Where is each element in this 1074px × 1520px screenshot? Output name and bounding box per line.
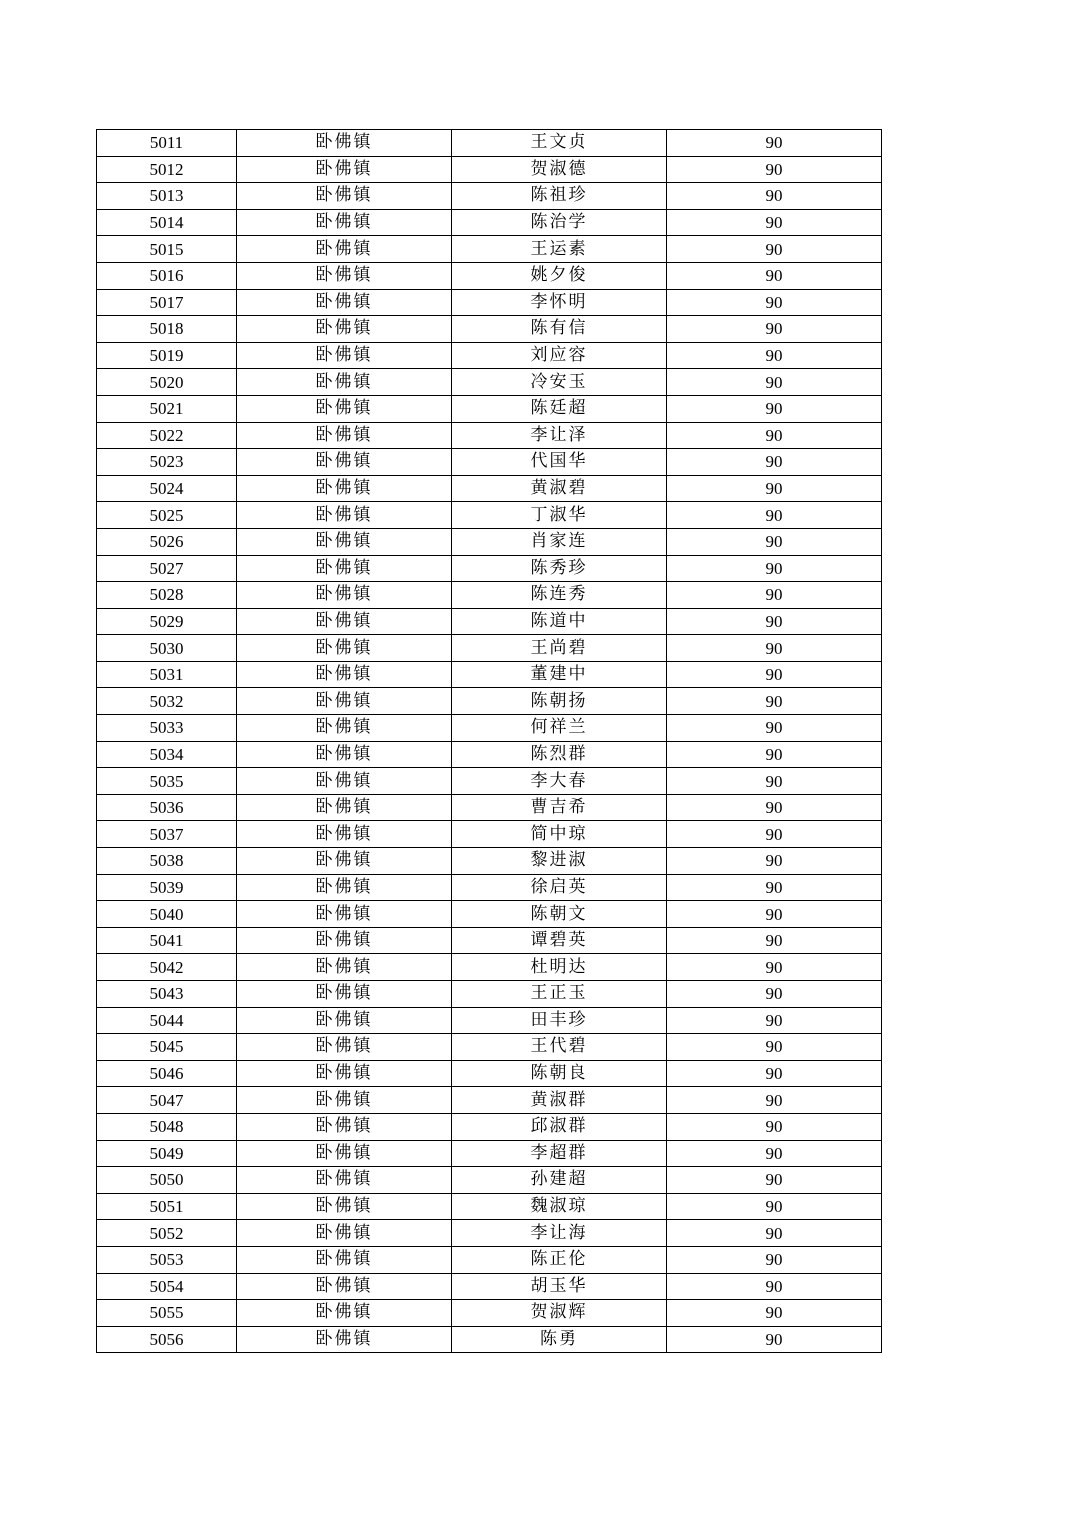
cell-name: 王运素 (452, 236, 667, 263)
cell-town: 卧佛镇 (237, 1034, 452, 1061)
cell-town: 卧佛镇 (237, 1300, 452, 1327)
table-row (97, 688, 882, 715)
table-row (97, 901, 882, 928)
table-row (97, 262, 882, 289)
table-row (97, 236, 882, 263)
cell-number: 5030 (97, 635, 237, 662)
cell-name: 王尚碧 (452, 635, 667, 662)
cell-number: 5043 (97, 981, 237, 1008)
cell-town: 卧佛镇 (237, 608, 452, 635)
table-row (97, 1167, 882, 1194)
cell-number: 5028 (97, 582, 237, 609)
cell-town: 卧佛镇 (237, 954, 452, 981)
cell-town: 卧佛镇 (237, 715, 452, 742)
cell-number: 5021 (97, 395, 237, 422)
table-row (97, 1007, 882, 1034)
cell-number: 5035 (97, 768, 237, 795)
cell-number: 5024 (97, 475, 237, 502)
cell-amount: 90 (667, 608, 882, 635)
cell-name: 陈道中 (452, 608, 667, 635)
cell-number: 5046 (97, 1060, 237, 1087)
table-row (97, 1087, 882, 1114)
cell-town: 卧佛镇 (237, 688, 452, 715)
cell-town: 卧佛镇 (237, 1060, 452, 1087)
cell-name: 曹吉希 (452, 794, 667, 821)
cell-amount: 90 (667, 741, 882, 768)
cell-amount: 90 (667, 1167, 882, 1194)
cell-number: 5040 (97, 901, 237, 928)
cell-amount: 90 (667, 1326, 882, 1353)
cell-town: 卧佛镇 (237, 1193, 452, 1220)
cell-amount: 90 (667, 1113, 882, 1140)
cell-town: 卧佛镇 (237, 821, 452, 848)
cell-name: 李让海 (452, 1220, 667, 1247)
cell-town: 卧佛镇 (237, 555, 452, 582)
cell-number: 5011 (97, 130, 237, 157)
cell-number: 5018 (97, 316, 237, 343)
cell-amount: 90 (667, 209, 882, 236)
cell-town: 卧佛镇 (237, 1326, 452, 1353)
table-row (97, 821, 882, 848)
cell-town: 卧佛镇 (237, 449, 452, 476)
cell-town: 卧佛镇 (237, 635, 452, 662)
table-row (97, 715, 882, 742)
cell-name: 董建中 (452, 661, 667, 688)
cell-town: 卧佛镇 (237, 209, 452, 236)
table-row (97, 661, 882, 688)
cell-name: 陈烈群 (452, 741, 667, 768)
cell-name: 刘应容 (452, 342, 667, 369)
cell-town: 卧佛镇 (237, 528, 452, 555)
cell-amount: 90 (667, 661, 882, 688)
cell-amount: 90 (667, 582, 882, 609)
cell-amount: 90 (667, 342, 882, 369)
cell-town: 卧佛镇 (237, 130, 452, 157)
cell-town: 卧佛镇 (237, 848, 452, 875)
cell-amount: 90 (667, 262, 882, 289)
cell-amount: 90 (667, 369, 882, 396)
table-row (97, 475, 882, 502)
cell-amount: 90 (667, 1273, 882, 1300)
cell-number: 5031 (97, 661, 237, 688)
cell-town: 卧佛镇 (237, 422, 452, 449)
cell-number: 5056 (97, 1326, 237, 1353)
table-row (97, 1060, 882, 1087)
cell-amount: 90 (667, 1246, 882, 1273)
cell-amount: 90 (667, 502, 882, 529)
cell-name: 魏淑琼 (452, 1193, 667, 1220)
cell-amount: 90 (667, 954, 882, 981)
cell-amount: 90 (667, 395, 882, 422)
cell-town: 卧佛镇 (237, 475, 452, 502)
cell-amount: 90 (667, 130, 882, 157)
table-row (97, 1113, 882, 1140)
cell-name: 王文贞 (452, 130, 667, 157)
cell-number: 5027 (97, 555, 237, 582)
cell-town: 卧佛镇 (237, 582, 452, 609)
table-row (97, 156, 882, 183)
cell-amount: 90 (667, 1087, 882, 1114)
cell-amount: 90 (667, 1193, 882, 1220)
cell-amount: 90 (667, 236, 882, 263)
data-table (96, 129, 882, 1353)
table-row (97, 1326, 882, 1353)
cell-name: 何祥兰 (452, 715, 667, 742)
cell-number: 5042 (97, 954, 237, 981)
cell-number: 5045 (97, 1034, 237, 1061)
cell-name: 贺淑辉 (452, 1300, 667, 1327)
cell-amount: 90 (667, 874, 882, 901)
cell-name: 黄淑碧 (452, 475, 667, 502)
cell-number: 5055 (97, 1300, 237, 1327)
table-row (97, 635, 882, 662)
table-row (97, 528, 882, 555)
cell-amount: 90 (667, 688, 882, 715)
table-row (97, 449, 882, 476)
cell-amount: 90 (667, 1140, 882, 1167)
cell-amount: 90 (667, 1007, 882, 1034)
cell-name: 李超群 (452, 1140, 667, 1167)
cell-town: 卧佛镇 (237, 1140, 452, 1167)
cell-amount: 90 (667, 1220, 882, 1247)
cell-name: 李让泽 (452, 422, 667, 449)
cell-number: 5052 (97, 1220, 237, 1247)
cell-name: 徐启英 (452, 874, 667, 901)
table-row (97, 874, 882, 901)
table-row (97, 927, 882, 954)
cell-town: 卧佛镇 (237, 981, 452, 1008)
cell-number: 5012 (97, 156, 237, 183)
cell-name: 陈连秀 (452, 582, 667, 609)
cell-town: 卧佛镇 (237, 262, 452, 289)
table-row (97, 1220, 882, 1247)
cell-town: 卧佛镇 (237, 901, 452, 928)
cell-number: 5023 (97, 449, 237, 476)
cell-town: 卧佛镇 (237, 395, 452, 422)
table-row (97, 395, 882, 422)
table-row (97, 422, 882, 449)
table-row (97, 209, 882, 236)
cell-name: 李怀明 (452, 289, 667, 316)
cell-name: 黎进淑 (452, 848, 667, 875)
cell-amount: 90 (667, 528, 882, 555)
table-row (97, 1193, 882, 1220)
cell-name: 陈朝文 (452, 901, 667, 928)
cell-number: 5017 (97, 289, 237, 316)
cell-town: 卧佛镇 (237, 1273, 452, 1300)
cell-town: 卧佛镇 (237, 661, 452, 688)
table-row (97, 1246, 882, 1273)
table-row (97, 608, 882, 635)
cell-amount: 90 (667, 715, 882, 742)
cell-town: 卧佛镇 (237, 236, 452, 263)
cell-amount: 90 (667, 156, 882, 183)
cell-name: 姚夕俊 (452, 262, 667, 289)
cell-number: 5050 (97, 1167, 237, 1194)
cell-amount: 90 (667, 289, 882, 316)
cell-name: 陈正伦 (452, 1246, 667, 1273)
cell-town: 卧佛镇 (237, 1167, 452, 1194)
cell-number: 5020 (97, 369, 237, 396)
cell-number: 5054 (97, 1273, 237, 1300)
cell-number: 5019 (97, 342, 237, 369)
table-row (97, 369, 882, 396)
cell-amount: 90 (667, 449, 882, 476)
cell-name: 丁淑华 (452, 502, 667, 529)
cell-amount: 90 (667, 927, 882, 954)
cell-name: 邱淑群 (452, 1113, 667, 1140)
cell-number: 5034 (97, 741, 237, 768)
cell-name: 陈廷超 (452, 395, 667, 422)
table-row (97, 1034, 882, 1061)
cell-town: 卧佛镇 (237, 768, 452, 795)
table-row (97, 848, 882, 875)
cell-number: 5051 (97, 1193, 237, 1220)
cell-amount: 90 (667, 768, 882, 795)
table-row (97, 130, 882, 157)
cell-number: 5047 (97, 1087, 237, 1114)
cell-number: 5013 (97, 183, 237, 210)
cell-number: 5038 (97, 848, 237, 875)
cell-town: 卧佛镇 (237, 183, 452, 210)
cell-name: 陈治学 (452, 209, 667, 236)
cell-town: 卧佛镇 (237, 927, 452, 954)
cell-name: 王正玉 (452, 981, 667, 1008)
table-row (97, 342, 882, 369)
table-row (97, 582, 882, 609)
cell-number: 5029 (97, 608, 237, 635)
cell-name: 贺淑德 (452, 156, 667, 183)
cell-name: 代国华 (452, 449, 667, 476)
cell-name: 陈朝扬 (452, 688, 667, 715)
cell-town: 卧佛镇 (237, 502, 452, 529)
table-row (97, 183, 882, 210)
cell-town: 卧佛镇 (237, 741, 452, 768)
cell-amount: 90 (667, 422, 882, 449)
cell-name: 陈有信 (452, 316, 667, 343)
cell-name: 李大春 (452, 768, 667, 795)
cell-name: 胡玉华 (452, 1273, 667, 1300)
cell-amount: 90 (667, 183, 882, 210)
cell-town: 卧佛镇 (237, 1087, 452, 1114)
cell-town: 卧佛镇 (237, 369, 452, 396)
cell-town: 卧佛镇 (237, 156, 452, 183)
cell-name: 孙建超 (452, 1167, 667, 1194)
cell-town: 卧佛镇 (237, 1113, 452, 1140)
cell-number: 5033 (97, 715, 237, 742)
table-row (97, 555, 882, 582)
cell-amount: 90 (667, 848, 882, 875)
table-row (97, 981, 882, 1008)
cell-town: 卧佛镇 (237, 1246, 452, 1273)
cell-town: 卧佛镇 (237, 342, 452, 369)
cell-number: 5025 (97, 502, 237, 529)
cell-amount: 90 (667, 981, 882, 1008)
cell-amount: 90 (667, 316, 882, 343)
cell-town: 卧佛镇 (237, 289, 452, 316)
cell-town: 卧佛镇 (237, 794, 452, 821)
cell-amount: 90 (667, 635, 882, 662)
cell-number: 5039 (97, 874, 237, 901)
cell-number: 5014 (97, 209, 237, 236)
table-row (97, 289, 882, 316)
cell-number: 5036 (97, 794, 237, 821)
table-row (97, 1140, 882, 1167)
cell-number: 5041 (97, 927, 237, 954)
cell-number: 5044 (97, 1007, 237, 1034)
table-row (97, 768, 882, 795)
cell-number: 5015 (97, 236, 237, 263)
cell-town: 卧佛镇 (237, 874, 452, 901)
cell-number: 5048 (97, 1113, 237, 1140)
table-row (97, 794, 882, 821)
table-row (97, 741, 882, 768)
table-body (97, 130, 882, 1353)
cell-name: 简中琼 (452, 821, 667, 848)
table-row (97, 316, 882, 343)
cell-amount: 90 (667, 901, 882, 928)
cell-town: 卧佛镇 (237, 1007, 452, 1034)
cell-name: 冷安玉 (452, 369, 667, 396)
cell-name: 陈朝良 (452, 1060, 667, 1087)
cell-name: 陈祖珍 (452, 183, 667, 210)
cell-name: 田丰珍 (452, 1007, 667, 1034)
cell-name: 陈勇 (452, 1326, 667, 1353)
table-row (97, 1300, 882, 1327)
table-row (97, 1273, 882, 1300)
cell-number: 5022 (97, 422, 237, 449)
cell-name: 谭碧英 (452, 927, 667, 954)
cell-amount: 90 (667, 1060, 882, 1087)
cell-number: 5032 (97, 688, 237, 715)
cell-amount: 90 (667, 821, 882, 848)
cell-number: 5016 (97, 262, 237, 289)
cell-name: 陈秀珍 (452, 555, 667, 582)
cell-town: 卧佛镇 (237, 1220, 452, 1247)
cell-amount: 90 (667, 1300, 882, 1327)
cell-number: 5026 (97, 528, 237, 555)
cell-name: 杜明达 (452, 954, 667, 981)
cell-number: 5049 (97, 1140, 237, 1167)
cell-number: 5053 (97, 1246, 237, 1273)
cell-name: 黄淑群 (452, 1087, 667, 1114)
cell-number: 5037 (97, 821, 237, 848)
cell-town: 卧佛镇 (237, 316, 452, 343)
cell-amount: 90 (667, 1034, 882, 1061)
table-row (97, 502, 882, 529)
cell-name: 王代碧 (452, 1034, 667, 1061)
cell-amount: 90 (667, 555, 882, 582)
cell-name: 肖家连 (452, 528, 667, 555)
table-row (97, 954, 882, 981)
cell-amount: 90 (667, 794, 882, 821)
cell-amount: 90 (667, 475, 882, 502)
